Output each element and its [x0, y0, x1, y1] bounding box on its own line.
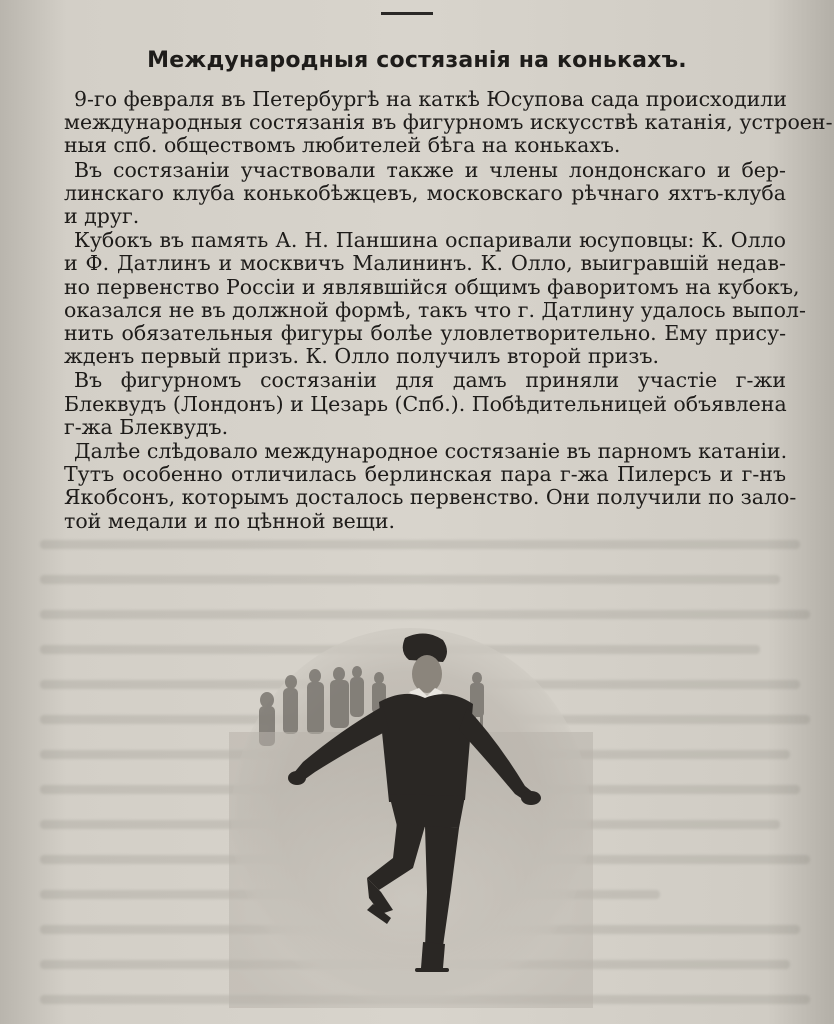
text-line: и Ф. Датлинъ и москвичъ Малининъ. К. Олло, выигравшій недав- — [64, 251, 786, 276]
text-line: международныя состязанія въ фигурномъ искусствѣ катанія, устроен- — [64, 110, 833, 135]
text-line: ныя спб. обществомъ любителей бѣга на конькахъ. — [64, 133, 621, 158]
text-line: и друг. — [64, 204, 140, 229]
text-line: оказался не въ должной формѣ, такъ что г. Датлину удалось выпол- — [64, 297, 806, 322]
text-line: линскаго клуба конькобѣжцевъ, московскаго рѣчнаго яхтъ-клуба — [64, 180, 786, 205]
paragraph-4 — [64, 369, 786, 439]
article-title: Международныя состязанія на конькахъ. — [147, 48, 687, 73]
text-line: Якобсонъ, которымъ досталось первенство. Они получили по зало- — [64, 485, 797, 510]
text-line: Далѣе слѣдовало международное состязаніе въ парномъ катаніи. — [74, 439, 788, 464]
text-line: 9-го февраля въ Петербургѣ на каткѣ Юсупова сада происходили — [74, 87, 787, 111]
paragraph-3 — [64, 228, 806, 369]
paragraph-1 — [64, 87, 833, 158]
paragraph-2 — [64, 159, 786, 229]
text-line: Въ состязаніи участвовали также и члены лондонскаго и бер- — [74, 157, 786, 182]
text-line: г-жа Блеквудъ. — [64, 414, 229, 439]
text-line: той медали и по цѣнной вещи. — [64, 508, 395, 533]
paragraph-5 — [64, 439, 797, 533]
top-divider-rule — [381, 12, 433, 15]
text-line: Тутъ особенно отличилась берлинская пара г-жа Пилерсъ и г-нъ — [64, 462, 786, 487]
text-line: жденъ первый призъ. К. Олло получилъ второй призъ. — [64, 344, 660, 369]
text-line: Въ фигурномъ состязаніи для дамъ приняли участіе г-жи — [74, 368, 786, 393]
text-line: но первенство Россіи и являвшійся общимъ фаворитомъ на кубокъ, — [64, 274, 800, 299]
article-body — [64, 87, 833, 533]
text-line: Кубокъ въ память А. Н. Паншина оспаривали юсуповцы: К. Олло — [74, 228, 786, 253]
text-line: нить обязательныя фигуры болѣе уловлетворительно. Ему прису- — [64, 321, 786, 346]
text-line: Блеквудъ (Лондонъ) и Цезарь (Спб.). Побѣдительницей объявлена — [64, 391, 787, 416]
figure-skater-photo — [229, 622, 593, 1008]
